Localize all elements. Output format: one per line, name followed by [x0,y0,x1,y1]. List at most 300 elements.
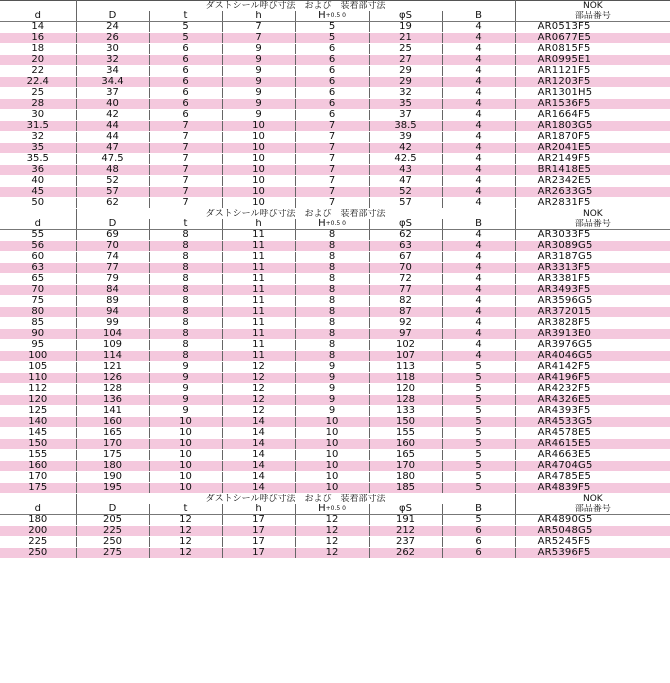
cell-d: 160 [0,461,76,472]
section-header-title-row [0,494,670,505]
cell-phi-s: 42.5 [369,154,442,165]
cell-D: 26 [76,33,149,44]
table-row [0,230,670,241]
cell-d: 100 [0,351,76,362]
cell-B: 5 [442,439,515,450]
table-row [0,472,670,483]
column-header-D: D [76,504,149,515]
cell-phi-s: 21 [369,33,442,44]
cell-d: 55 [0,230,76,241]
cell-phi-s: 212 [369,526,442,537]
table-row [0,110,670,121]
cell-H: 8 [295,318,369,329]
cell-h: 10 [222,198,295,209]
cell-h: 10 [222,176,295,187]
cell-h: 11 [222,263,295,274]
cell-t: 6 [149,55,222,66]
cell-t: 6 [149,44,222,55]
cell-D: 57 [76,187,149,198]
cell-H: 5 [295,33,369,44]
cell-D: 47 [76,143,149,154]
cell-B: 4 [442,44,515,55]
cell-D: 30 [76,44,149,55]
cell-nok-part-number: AR2633G5 [515,187,670,198]
cell-B: 4 [442,187,515,198]
cell-t: 6 [149,66,222,77]
cell-H: 8 [295,285,369,296]
cell-t: 12 [149,526,222,537]
cell-B: 5 [442,515,515,526]
cell-phi-s: 160 [369,439,442,450]
cell-H: 9 [295,406,369,417]
cell-H: 6 [295,99,369,110]
cell-D: 104 [76,329,149,340]
cell-nok-part-number: AR4663E5 [515,450,670,461]
cell-nok-part-number: AR3913E0 [515,329,670,340]
cell-H: 6 [295,110,369,121]
cell-D: 44 [76,121,149,132]
cell-h: 9 [222,110,295,121]
nok-header: NOK [515,494,670,505]
cell-t: 10 [149,472,222,483]
table-row [0,395,670,406]
cell-t: 8 [149,329,222,340]
cell-t: 8 [149,241,222,252]
cell-H: 7 [295,154,369,165]
cell-h: 12 [222,362,295,373]
cell-h: 17 [222,526,295,537]
cell-d: 75 [0,296,76,307]
cell-phi-s: 52 [369,187,442,198]
cell-phi-s: 170 [369,461,442,472]
cell-h: 17 [222,548,295,559]
cell-nok-part-number: AR3976G5 [515,340,670,351]
cell-D: 136 [76,395,149,406]
cell-h: 11 [222,351,295,362]
cell-D: 89 [76,296,149,307]
table-row [0,417,670,428]
cell-d: 95 [0,340,76,351]
cell-t: 7 [149,132,222,143]
cell-h: 10 [222,121,295,132]
table-row [0,44,670,55]
cell-nok-part-number: AR2149F5 [515,154,670,165]
cell-B: 4 [442,274,515,285]
cell-h: 14 [222,461,295,472]
cell-h: 10 [222,165,295,176]
nok-header: NOK [515,209,670,220]
cell-phi-s: 82 [369,296,442,307]
cell-D: 37 [76,88,149,99]
cell-t: 5 [149,33,222,44]
cell-phi-s: 262 [369,548,442,559]
cell-B: 4 [442,230,515,241]
column-header-d: d [0,11,76,22]
cell-d: 60 [0,252,76,263]
cell-nok-part-number: AR4232F5 [515,384,670,395]
cell-B: 5 [442,373,515,384]
cell-h: 11 [222,285,295,296]
table-row [0,318,670,329]
cell-h: 9 [222,77,295,88]
cell-t: 9 [149,406,222,417]
cell-B: 4 [442,241,515,252]
table-row [0,296,670,307]
cell-t: 8 [149,340,222,351]
cell-nok-part-number: AR3033F5 [515,230,670,241]
cell-h: 14 [222,483,295,494]
column-header-h: h [222,504,295,515]
cell-phi-s: 67 [369,252,442,263]
cell-t: 10 [149,428,222,439]
cell-phi-s: 19 [369,22,442,33]
cell-d: 18 [0,44,76,55]
cell-H: 8 [295,274,369,285]
cell-D: 175 [76,450,149,461]
cell-t: 7 [149,198,222,209]
cell-nok-part-number: AR4785E5 [515,472,670,483]
cell-t: 8 [149,285,222,296]
table-row [0,187,670,198]
cell-B: 4 [442,22,515,33]
column-header-B: B [442,504,515,515]
cell-H: 6 [295,77,369,88]
cell-D: 121 [76,362,149,373]
cell-D: 170 [76,439,149,450]
cell-nok-part-number: AR4142F5 [515,362,670,373]
cell-H: 10 [295,417,369,428]
cell-phi-s: 97 [369,329,442,340]
table-row [0,406,670,417]
cell-h: 7 [222,33,295,44]
cell-nok-part-number: AR0677E5 [515,33,670,44]
column-header-t: t [149,11,222,22]
cell-nok-part-number: AR1536F5 [515,99,670,110]
cell-D: 34 [76,66,149,77]
cell-d: 80 [0,307,76,318]
cell-D: 52 [76,176,149,187]
cell-h: 11 [222,307,295,318]
cell-B: 4 [442,143,515,154]
cell-h: 10 [222,132,295,143]
cell-h: 17 [222,515,295,526]
cell-D: 99 [76,318,149,329]
cell-phi-s: 27 [369,55,442,66]
cell-nok-part-number: AR1301H5 [515,88,670,99]
cell-nok-part-number: AR4839F5 [515,483,670,494]
cell-H: 12 [295,515,369,526]
cell-D: 44 [76,132,149,143]
cell-nok-part-number: AR3313F5 [515,263,670,274]
cell-d: 36 [0,165,76,176]
cell-nok-part-number: BR1418E5 [515,165,670,176]
cell-t: 6 [149,88,222,99]
table-row [0,450,670,461]
column-header-d: d [0,504,76,515]
cell-h: 9 [222,66,295,77]
cell-D: 69 [76,230,149,241]
cell-t: 8 [149,351,222,362]
cell-H: 8 [295,230,369,241]
cell-t: 7 [149,165,222,176]
cell-H: 7 [295,187,369,198]
cell-nok-part-number: AR3493F5 [515,285,670,296]
cell-B: 5 [442,450,515,461]
section-title: ダストシール呼び寸法 および 装着部寸法 [76,1,515,12]
cell-D: 32 [76,55,149,66]
cell-d: 22.4 [0,77,76,88]
table-row [0,351,670,362]
cell-d: 105 [0,362,76,373]
cell-B: 4 [442,296,515,307]
cell-h: 12 [222,384,295,395]
table-row [0,274,670,285]
cell-B: 5 [442,406,515,417]
cell-H: 9 [295,384,369,395]
cell-d: 150 [0,439,76,450]
cell-phi-s: 118 [369,373,442,384]
cell-h: 12 [222,395,295,406]
column-header-B: B [442,11,515,22]
table-row [0,33,670,44]
cell-nok-part-number: AR2831F5 [515,198,670,209]
cell-t: 7 [149,154,222,165]
cell-h: 10 [222,187,295,198]
column-header-H: $H^{+0.5 0}$ [295,11,369,22]
cell-phi-s: 29 [369,66,442,77]
cell-B: 5 [442,384,515,395]
h-tolerance: +0.5 0 [325,12,346,19]
cell-nok-part-number: AR4533G5 [515,417,670,428]
cell-nok-part-number: AR4704G5 [515,461,670,472]
cell-phi-s: 39 [369,132,442,143]
cell-nok-part-number: AR0815F5 [515,44,670,55]
table-row [0,55,670,66]
table-row [0,548,670,559]
cell-d: 28 [0,99,76,110]
cell-h: 7 [222,22,295,33]
cell-h: 12 [222,373,295,384]
cell-d: 20 [0,55,76,66]
cell-d: 50 [0,198,76,209]
table-row [0,88,670,99]
cell-B: 5 [442,362,515,373]
cell-B: 4 [442,132,515,143]
cell-D: 205 [76,515,149,526]
cell-H: 8 [295,351,369,362]
cell-H: 8 [295,296,369,307]
column-header-H: $H^{+0.5 0}$ [295,219,369,230]
cell-h: 17 [222,537,295,548]
cell-d: 125 [0,406,76,417]
cell-phi-s: 25 [369,44,442,55]
cell-nok-part-number: AR3596G5 [515,296,670,307]
cell-nok-part-number: AR4326E5 [515,395,670,406]
cell-D: 24 [76,22,149,33]
cell-nok-part-number: AR5245F5 [515,537,670,548]
section-header-columns-row [0,11,670,22]
cell-B: 4 [442,121,515,132]
cell-phi-s: 150 [369,417,442,428]
cell-h: 11 [222,329,295,340]
cell-t: 5 [149,22,222,33]
cell-h: 9 [222,99,295,110]
cell-h: 11 [222,230,295,241]
cell-nok-part-number: AR1870F5 [515,132,670,143]
section-header-columns-row [0,504,670,515]
cell-d: 225 [0,537,76,548]
column-header-d: d [0,219,76,230]
cell-B: 4 [442,77,515,88]
table-row [0,132,670,143]
cell-h: 9 [222,55,295,66]
table-row [0,22,670,33]
cell-H: 6 [295,55,369,66]
cell-nok-part-number: AR4196F5 [515,373,670,384]
table-row [0,263,670,274]
cell-B: 5 [442,428,515,439]
cell-D: 94 [76,307,149,318]
cell-B: 4 [442,307,515,318]
cell-d: 200 [0,526,76,537]
cell-phi-s: 165 [369,450,442,461]
cell-B: 4 [442,165,515,176]
section-title: ダストシール呼び寸法 および 装着部寸法 [76,494,515,505]
table-row [0,340,670,351]
cell-d: 110 [0,373,76,384]
cell-t: 8 [149,307,222,318]
cell-t: 12 [149,537,222,548]
cell-d: 120 [0,395,76,406]
cell-B: 4 [442,329,515,340]
cell-D: 160 [76,417,149,428]
cell-nok-part-number: AR1203F5 [515,77,670,88]
section-title: ダストシール呼び寸法 および 装着部寸法 [76,209,515,220]
cell-t: 12 [149,515,222,526]
column-header-D: D [76,11,149,22]
cell-d: 180 [0,515,76,526]
cell-t: 12 [149,548,222,559]
cell-phi-s: 87 [369,307,442,318]
cell-B: 5 [442,472,515,483]
cell-h: 11 [222,252,295,263]
cell-B: 5 [442,395,515,406]
cell-B: 4 [442,198,515,209]
cell-nok-part-number: AR4046G5 [515,351,670,362]
column-header-phi-s: φS [369,219,442,230]
cell-phi-s: 38.5 [369,121,442,132]
table-row [0,77,670,88]
cell-B: 4 [442,263,515,274]
cell-B: 6 [442,526,515,537]
cell-H: 12 [295,548,369,559]
cell-d: 56 [0,241,76,252]
cell-D: 180 [76,461,149,472]
cell-nok-part-number: AR372015 [515,307,670,318]
cell-H: 5 [295,22,369,33]
cell-d: 63 [0,263,76,274]
cell-h: 11 [222,241,295,252]
table-row [0,483,670,494]
table-row [0,198,670,209]
cell-d: 22 [0,66,76,77]
cell-t: 7 [149,143,222,154]
cell-H: 10 [295,483,369,494]
cell-t: 7 [149,187,222,198]
cell-nok-part-number: AR3089G5 [515,241,670,252]
cell-t: 10 [149,417,222,428]
cell-t: 8 [149,274,222,285]
table-row [0,384,670,395]
cell-d: 175 [0,483,76,494]
cell-t: 10 [149,450,222,461]
cell-h: 14 [222,472,295,483]
cell-d: 35.5 [0,154,76,165]
cell-nok-part-number: AR3381F5 [515,274,670,285]
cell-phi-s: 37 [369,110,442,121]
column-header-B: B [442,219,515,230]
cell-t: 9 [149,384,222,395]
column-header-h: h [222,219,295,230]
table-row [0,143,670,154]
section-header-title-row [0,209,670,220]
cell-nok-part-number: AR5396F5 [515,548,670,559]
cell-D: 74 [76,252,149,263]
cell-H: 7 [295,132,369,143]
table-row [0,241,670,252]
cell-d: 250 [0,548,76,559]
cell-nok-part-number: AR4578E5 [515,428,670,439]
cell-B: 4 [442,340,515,351]
cell-H: 8 [295,340,369,351]
cell-B: 4 [442,252,515,263]
cell-B: 5 [442,483,515,494]
cell-D: 48 [76,165,149,176]
cell-nok-part-number: AR2342E5 [515,176,670,187]
cell-phi-s: 133 [369,406,442,417]
cell-nok-part-number: AR2041E5 [515,143,670,154]
cell-H: 12 [295,537,369,548]
table-row [0,439,670,450]
cell-t: 8 [149,252,222,263]
cell-D: 34.4 [76,77,149,88]
cell-D: 62 [76,198,149,209]
cell-d: 70 [0,285,76,296]
cell-phi-s: 57 [369,198,442,209]
cell-t: 10 [149,461,222,472]
cell-B: 4 [442,88,515,99]
cell-h: 14 [222,450,295,461]
cell-phi-s: 155 [369,428,442,439]
cell-H: 6 [295,66,369,77]
cell-h: 9 [222,88,295,99]
cell-h: 12 [222,406,295,417]
cell-D: 126 [76,373,149,384]
part-number-header: 部品番号 [515,504,670,515]
cell-H: 7 [295,121,369,132]
column-header-H: $H^{+0.5 0}$ [295,504,369,515]
cell-D: 70 [76,241,149,252]
cell-h: 11 [222,296,295,307]
header-blank-cell [0,494,76,505]
cell-d: 65 [0,274,76,285]
cell-phi-s: 62 [369,230,442,241]
cell-phi-s: 113 [369,362,442,373]
cell-t: 9 [149,373,222,384]
cell-B: 5 [442,417,515,428]
cell-H: 10 [295,439,369,450]
cell-nok-part-number: AR5048G5 [515,526,670,537]
